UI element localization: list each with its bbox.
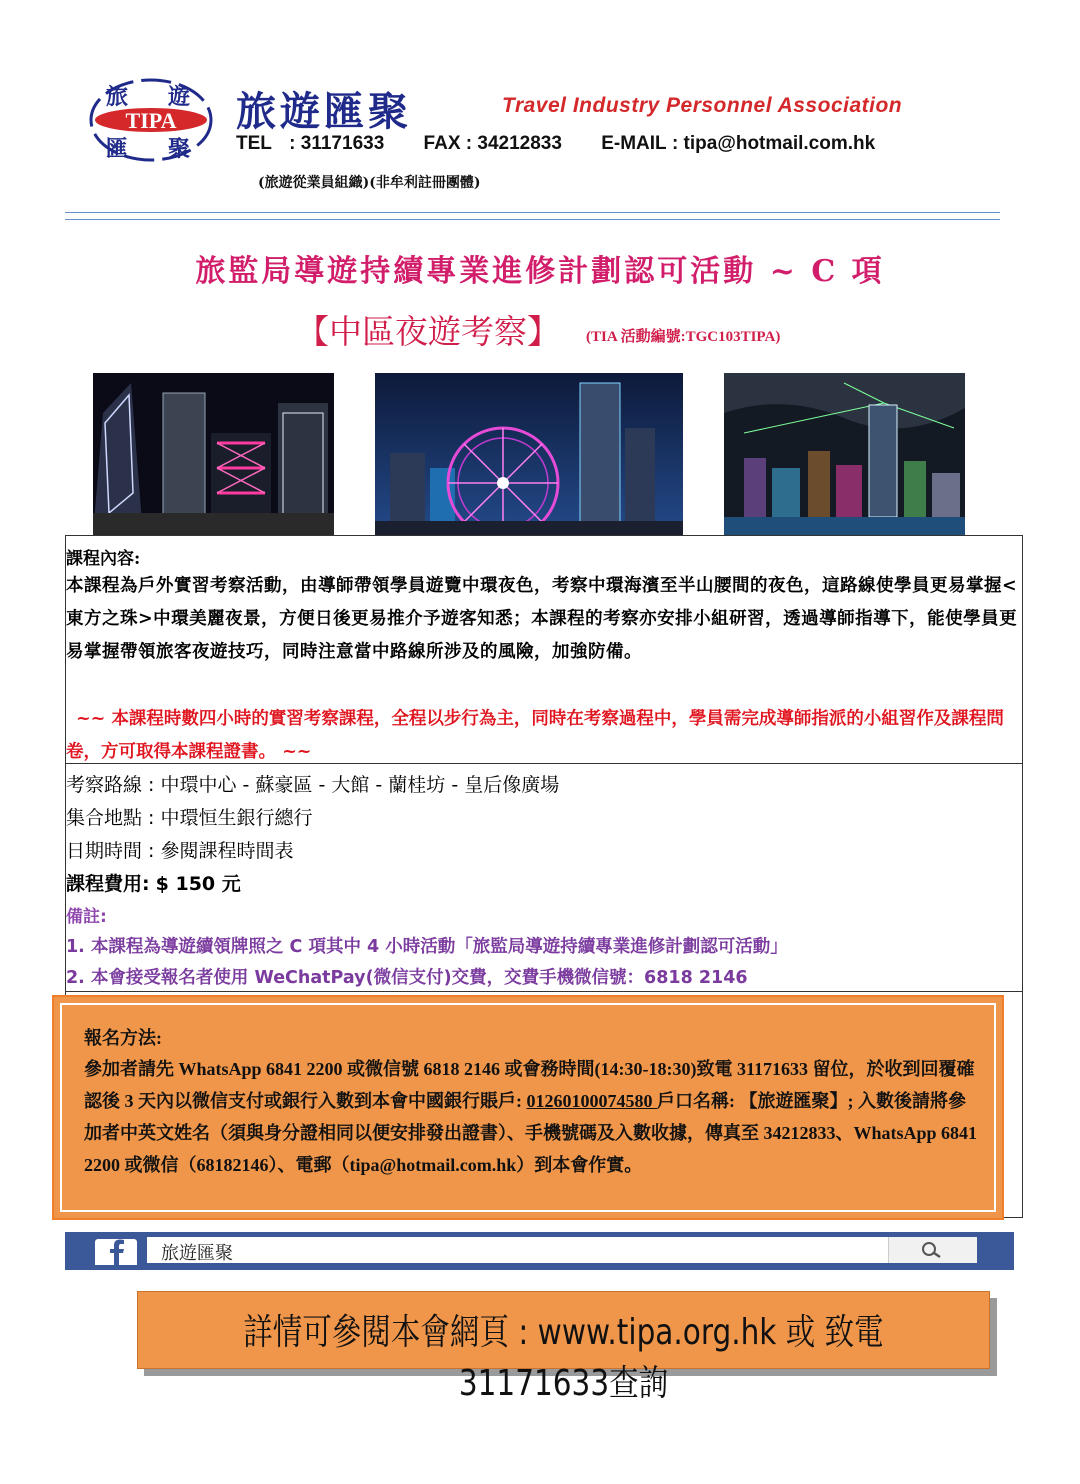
search-button[interactable] xyxy=(888,1237,977,1263)
course-description: 本課程為戶外實習考察活動，由導師帶領學員遊覽中環夜色，考察中環海濱至半山腰間的夜色，這路線使學員更易掌握<東方之珠>中環美麗夜景，方便日後更易推介予遊客知悉；本課程的考察亦安排小組研習，透過導師指導下，能使學員更易掌握帶領旅客夜遊技巧，同時注意當中路線所涉及的風險，加強防備。 xyxy=(66,576,1018,662)
photo-central-towers xyxy=(93,373,334,535)
registration-heading: 報名方法: xyxy=(84,1028,162,1048)
logo-text: TIPA xyxy=(125,108,177,133)
org-subline: (旅遊從業員組織)(非牟利註冊團體) xyxy=(258,175,481,191)
course-title: 【中區夜遊考察】 xyxy=(296,312,560,351)
course-fee xyxy=(66,869,241,896)
photo-ferris-wheel xyxy=(375,373,683,535)
search-icon xyxy=(889,1237,977,1263)
course-note: ~~ 本課程時數四小時的實習考察課程，全程以步行為主，同時在考察過程中，學員需完成導師指派的小組習作及課程問卷，方可取得本課程證書。 ~~ xyxy=(66,709,1004,762)
contact-line xyxy=(236,133,875,155)
org-name-cn: 旅遊匯聚 xyxy=(236,88,412,135)
fax-value: : 34212833 xyxy=(465,133,562,154)
remarks-title: 備註: xyxy=(66,907,107,927)
registration-text xyxy=(84,1053,980,1181)
facebook-icon[interactable] xyxy=(95,1239,137,1265)
fax-label: FAX xyxy=(423,133,461,154)
tel-label: TEL xyxy=(236,133,272,154)
facebook-page-name: 旅遊匯聚 xyxy=(161,1243,233,1264)
email-label: E-MAIL xyxy=(601,133,667,154)
org-name-en: Travel Industry Personnel Association xyxy=(502,94,903,117)
bank-account-number: 01260100074580 xyxy=(526,1091,657,1111)
course-content-heading: 課程內容: xyxy=(66,549,141,569)
meeting-point: 集合地點 : 中環恒生銀行總行 xyxy=(66,807,313,829)
tel-value: : 31171633 xyxy=(289,133,385,154)
remark-2: 2. 本會接受報名者使用 WeChatPay(微信支付)交費，交費手機微信號：6818 2146 xyxy=(66,968,748,988)
facebook-bar[interactable] xyxy=(65,1232,1014,1270)
main-title: 旅監局導遊持續專業進修計劃認可活動 ~ C 項 xyxy=(195,254,885,289)
date-time: 日期時間 : 參閱課程時間表 xyxy=(66,840,294,862)
remark-1: 1. 本課程為導遊續領牌照之 C 項其中 4 小時活動「旅監局導遊持續專業進修計劃認可活動」 xyxy=(66,937,788,957)
route-info: 考察路線 : 中環中心 - 蘇豪區 - 大館 - 蘭桂坊 - 皇后像廣場 xyxy=(66,774,560,796)
footer-banner-text: 詳情可參閱本會網頁 : www.tipa.org.hk 或 致電31171633查詢 xyxy=(243,1312,884,1404)
fee-label: 課程費用: xyxy=(66,873,150,895)
logo-char-1: 旅 xyxy=(106,84,129,110)
tipa-logo xyxy=(86,74,216,166)
activity-code: (TIA 活動編號:TGC103TIPA) xyxy=(586,329,781,345)
logo-char-3: 匯 xyxy=(106,136,129,162)
logo-char-4: 聚 xyxy=(168,136,191,162)
fee-value: $ 150 元 xyxy=(155,873,241,895)
facebook-search-field[interactable] xyxy=(147,1237,977,1263)
registration-text-part1: 參加者請先 WhatsApp 6841 2200 或微信號 6818 2146 或會務時間(14:30-18:30)致電 31171633 留位，於收到回覆確認後 3 天內以微信支付或銀行入數到本會中國銀行賬戶: xyxy=(84,1059,975,1111)
photo-harbour-skyline xyxy=(724,373,965,535)
logo-char-2: 遊 xyxy=(168,84,191,110)
header-divider xyxy=(65,212,1000,220)
email-value: : tipa@hotmail.com.hk xyxy=(671,133,876,154)
registration-text-part2: 戶口名稱: 【旅遊匯聚】; 入數後請將參加者中英文姓名（須與身分證相同以便安排發出證書）、手機號碼及入數收據，傳真至 34212833、WhatsApp 6841 2200 或微信（68182146）、電郵（tipa@hotmail.com.hk）到本會作實。 xyxy=(84,1091,978,1175)
